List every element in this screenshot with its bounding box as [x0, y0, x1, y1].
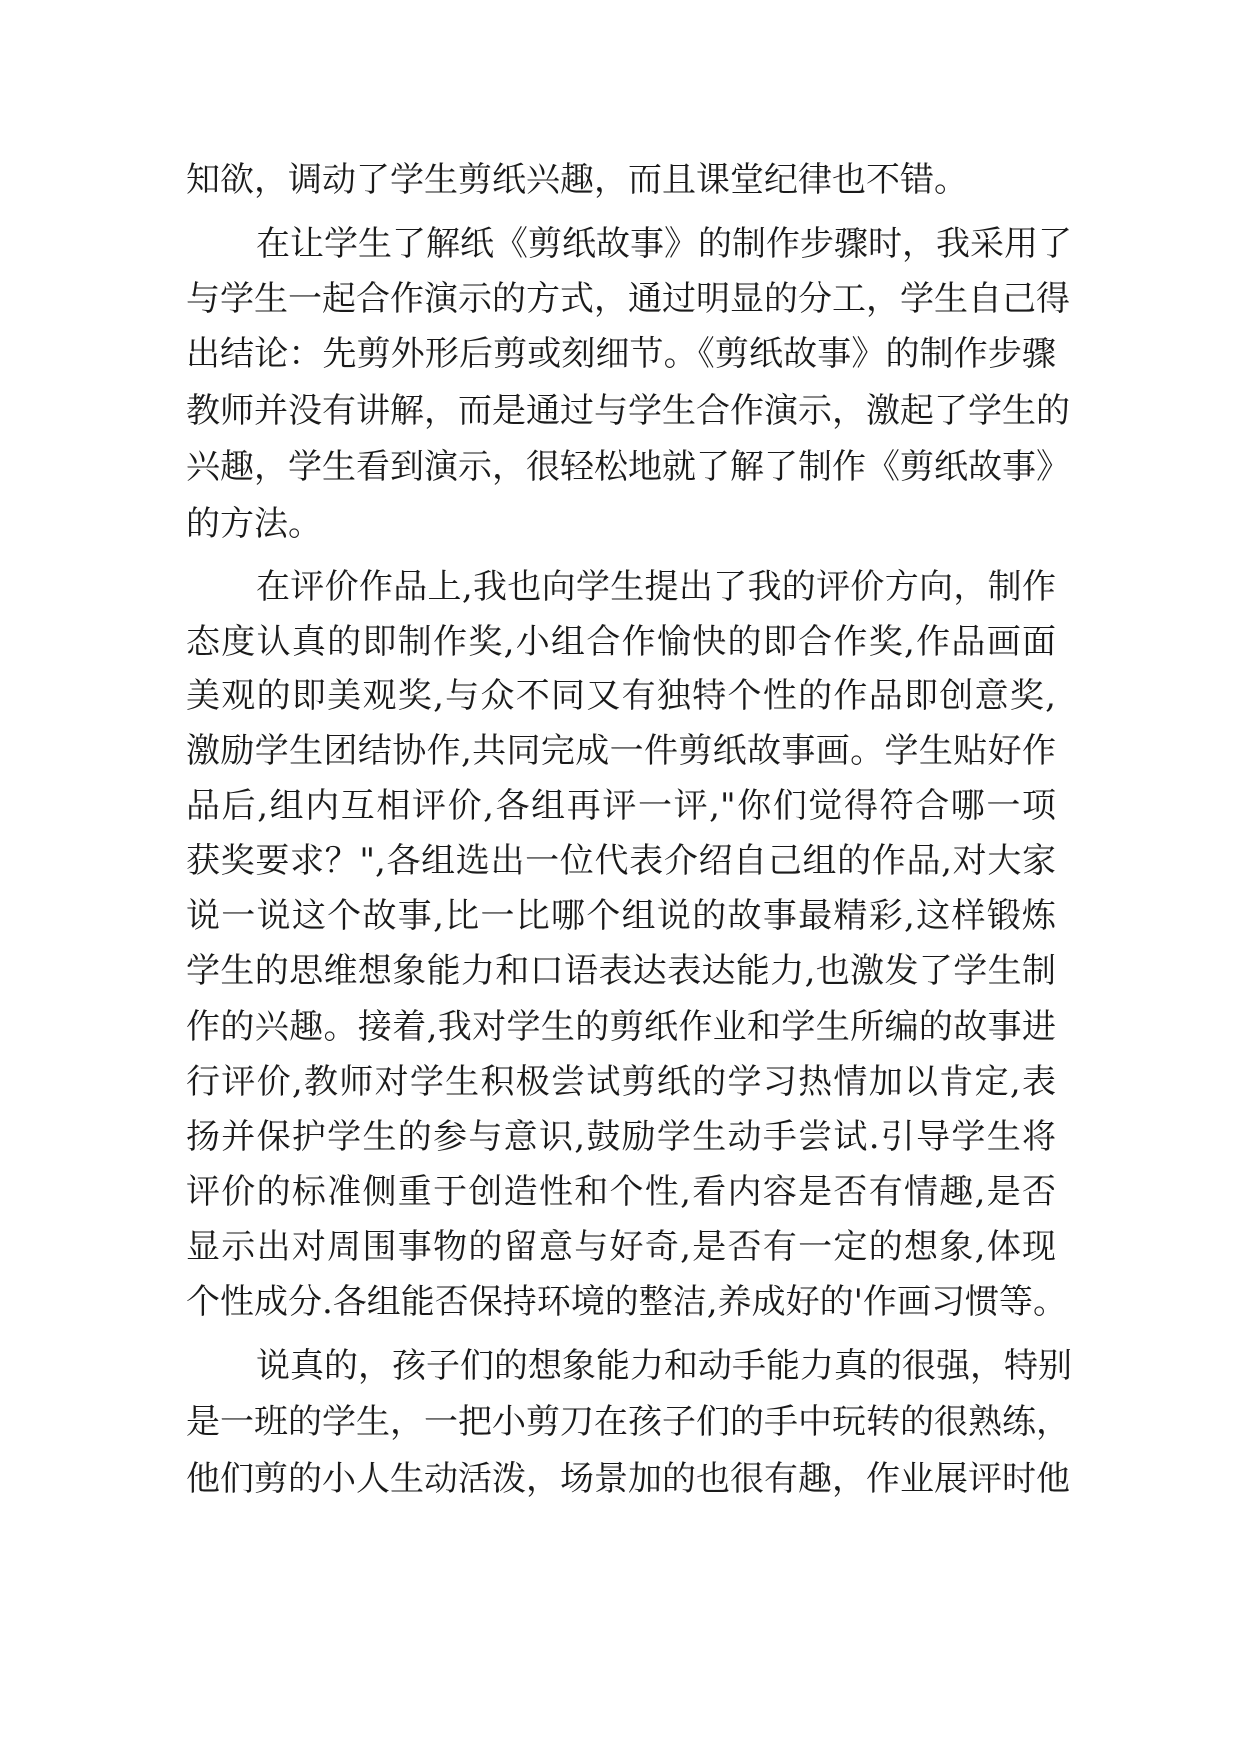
- text-line: 说真的，孩子们的想象能力和动手能力真的很强，特别: [256, 1346, 1072, 1386]
- text-line: 他们剪的小人生动活泼，场景加的也很有趣，作业展评时他: [186, 1459, 1070, 1499]
- text-line: 与学生一起合作演示的方式，通过明显的分工，学生自己得: [186, 279, 1070, 319]
- text-line: 出结论：先剪外形后剪或刻细节。《剪纸故事》的制作步骤: [186, 334, 1056, 374]
- text-line: 评价的标准侧重于创造性和个性,看内容是否有情趣,是否: [186, 1172, 1056, 1212]
- text-line: 品后,组内互相评价,各组再评一评,"你们觉得符合哪一项: [186, 786, 1056, 826]
- text-line: 是一班的学生，一把小剪刀在孩子们的手中玩转的很熟练，: [186, 1402, 1070, 1442]
- text-line: 说一说这个故事,比一比哪个组说的故事最精彩,这样锻炼: [186, 896, 1056, 936]
- text-line: 兴趣，学生看到演示，很轻松地就了解了制作《剪纸故事》: [186, 447, 1070, 487]
- text-line: 美观的即美观奖,与众不同又有独特个性的作品即创意奖,: [186, 676, 1056, 716]
- text-line: 显示出对周围事物的留意与好奇,是否有一定的想象,体现: [186, 1227, 1056, 1267]
- text-line: 作的兴趣。接着,我对学生的剪纸作业和学生所编的故事进: [186, 1007, 1056, 1047]
- text-line: 知欲，调动了学生剪纸兴趣，而且课堂纪律也不错。: [186, 160, 968, 200]
- text-line: 个性成分.各组能否保持环境的整洁,养成好的'作画习惯等。: [186, 1282, 1067, 1322]
- text-line: 在评价作品上,我也向学生提出了我的评价方向，制作: [256, 567, 1056, 607]
- text-line: 学生的思维想象能力和口语表达表达能力,也激发了学生制: [186, 951, 1056, 991]
- text-line: 教师并没有讲解，而是通过与学生合作演示，激起了学生的: [186, 391, 1070, 431]
- text-line: 行评价,教师对学生积极尝试剪纸的学习热情加以肯定,表: [186, 1062, 1056, 1102]
- text-line: 的方法。: [186, 504, 322, 544]
- text-line: 激励学生团结协作,共同完成一件剪纸故事画。学生贴好作: [186, 731, 1056, 771]
- text-line: 获奖要求？",各组选出一位代表介绍自己组的作品,对大家: [186, 841, 1056, 881]
- text-line: 扬并保护学生的参与意识,鼓励学生动手尝试.引导学生将: [186, 1117, 1056, 1157]
- text-line: 在让学生了解纸《剪纸故事》的制作步骤时，我采用了: [256, 224, 1072, 264]
- text-line: 态度认真的即制作奖,小组合作愉快的即合作奖,作品画面: [186, 622, 1056, 662]
